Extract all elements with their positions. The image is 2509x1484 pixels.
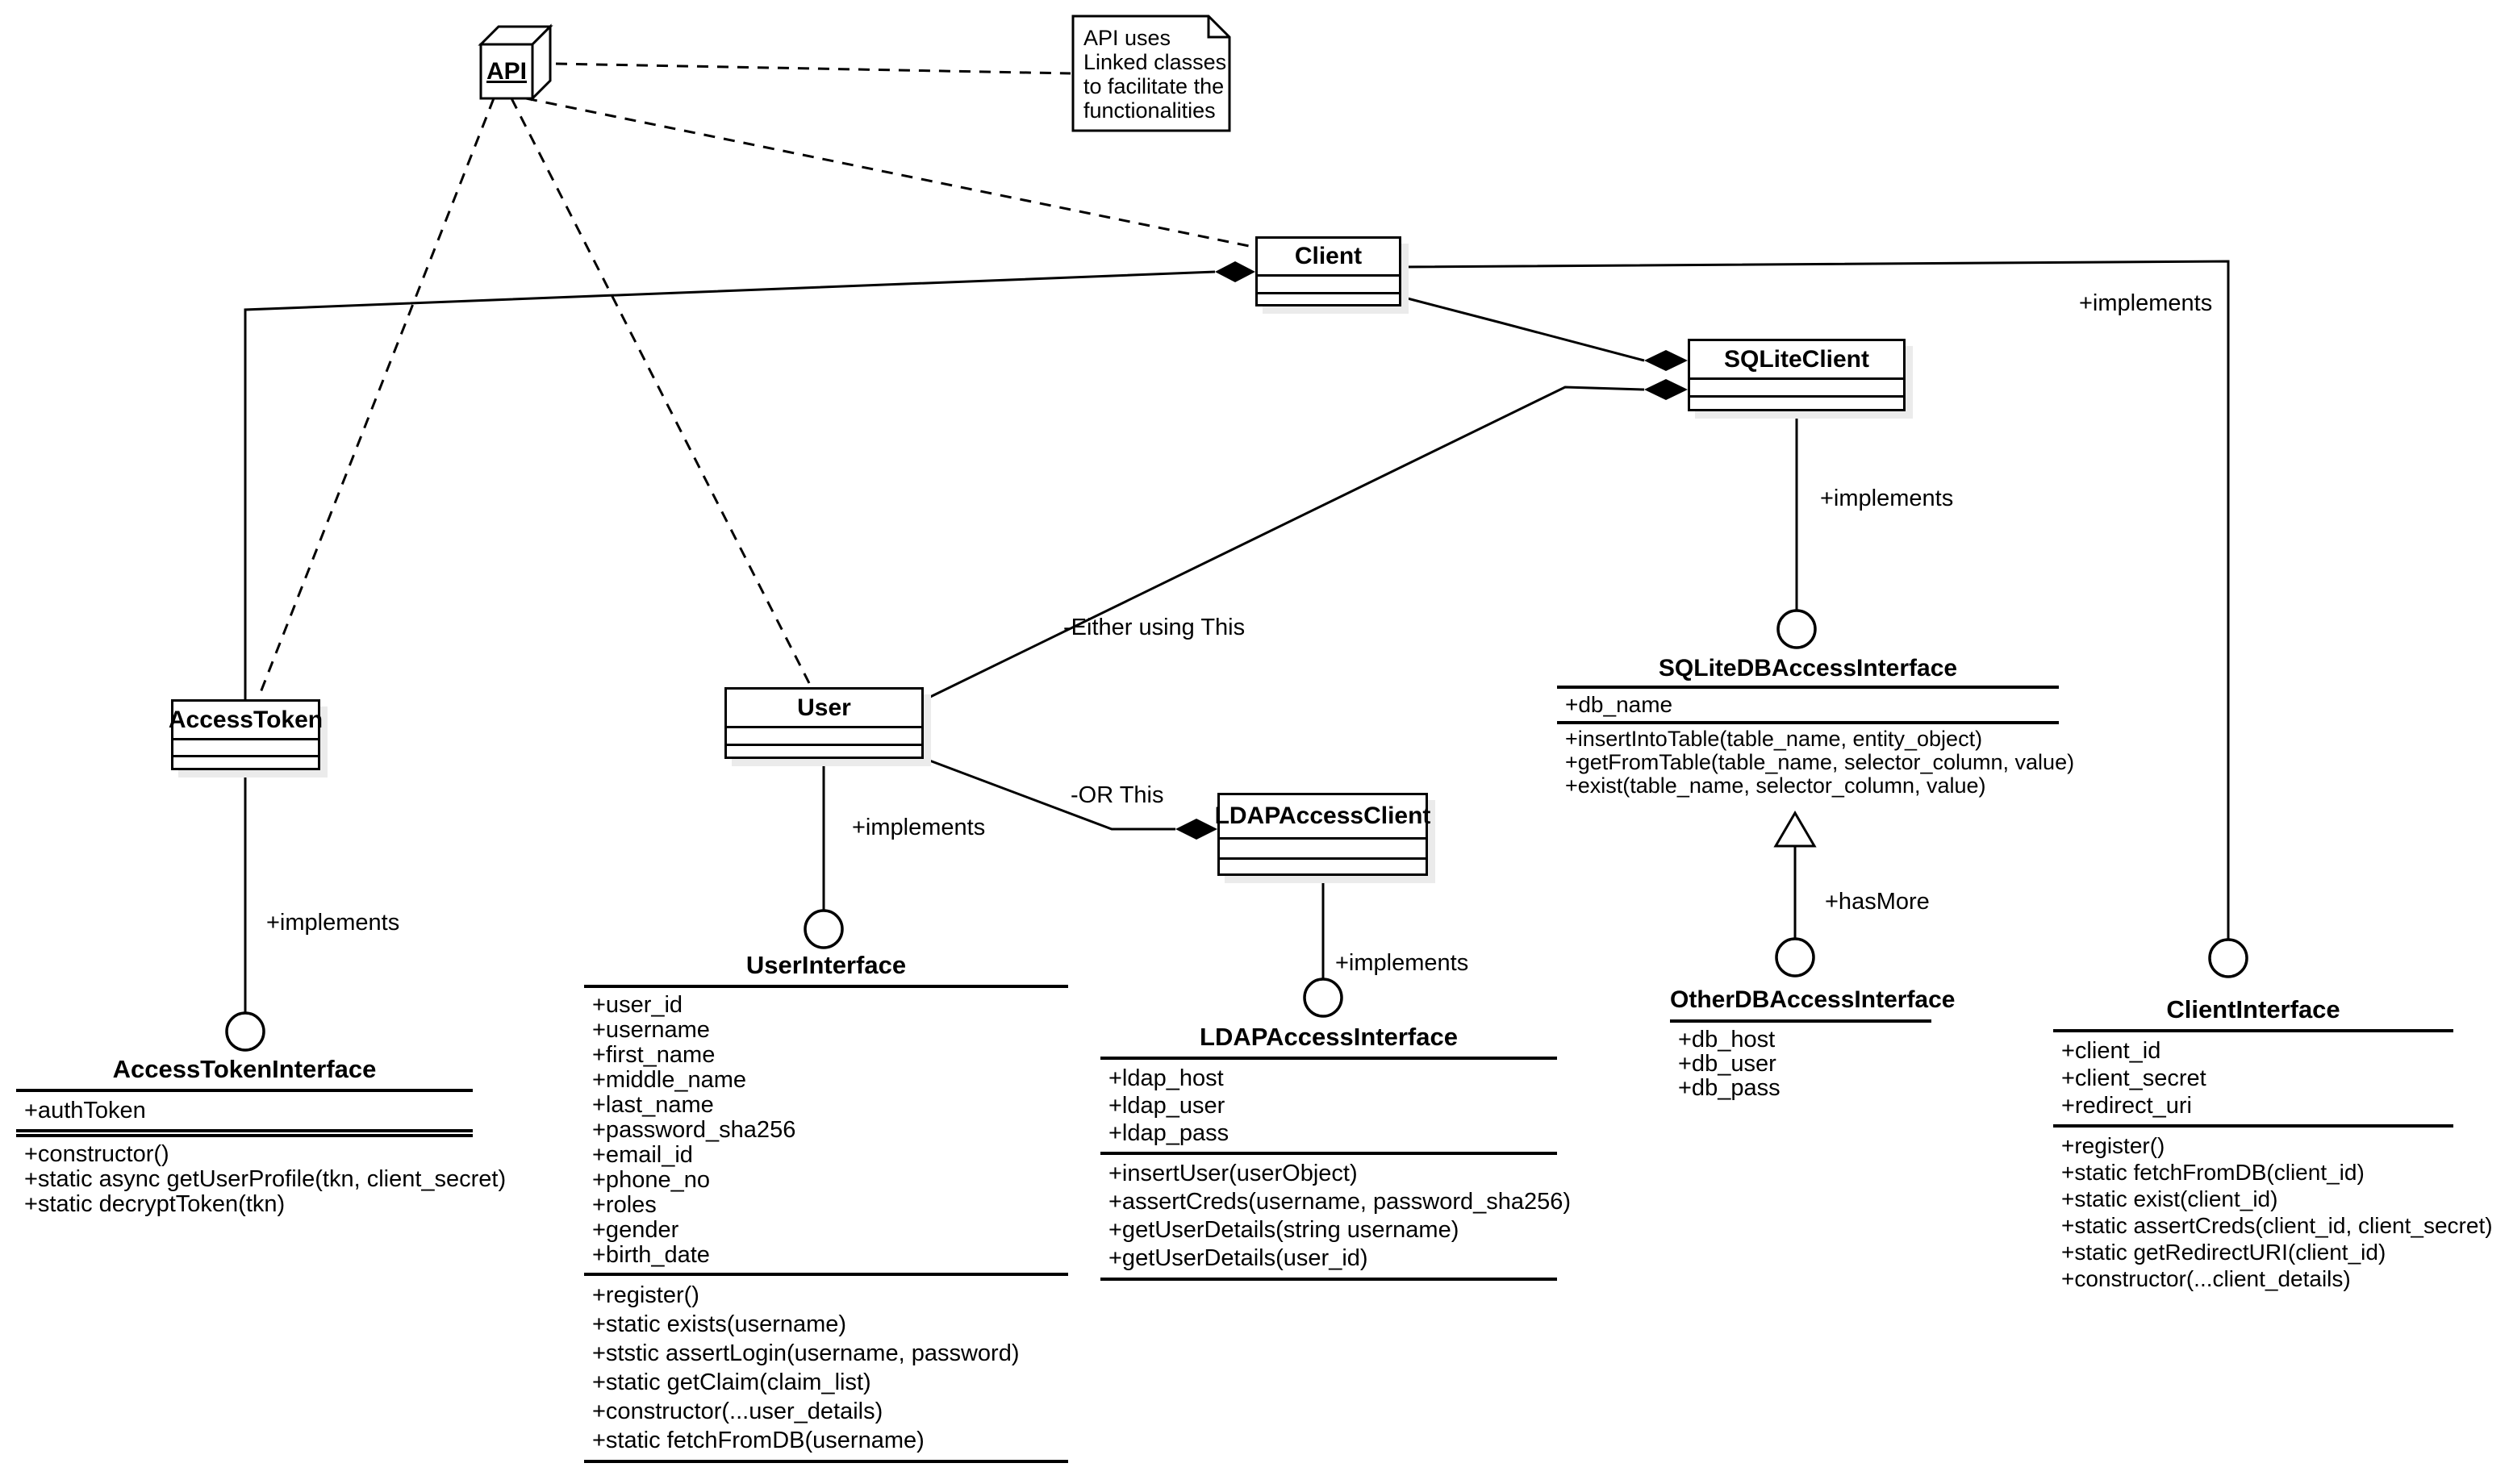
divider	[1100, 1152, 1557, 1155]
interface-userinterface	[584, 951, 1068, 1468]
divider	[1100, 1278, 1557, 1281]
attribute: +phone_no	[592, 1167, 710, 1193]
attribute: +password_sha256	[592, 1117, 796, 1143]
lollipop-otherdbaccessinterface	[1776, 939, 1814, 976]
class-title: User	[727, 690, 921, 728]
interface-title: ClientInterface	[2166, 995, 2340, 1023]
method: +exist(table_name, selector_column, value)	[1565, 773, 1986, 798]
lollipop-accesstokeninterface	[227, 1013, 264, 1050]
divider	[584, 985, 1068, 988]
edge-label-implements: +implements	[1820, 486, 1954, 511]
method: +constructor()	[24, 1141, 169, 1167]
generalization-triangle	[1776, 813, 1814, 846]
method: +static assertCreds(client_id, client_secret)	[2061, 1213, 2493, 1238]
method: +constructor(...user_details)	[592, 1399, 883, 1424]
class-attributes-empty	[1690, 380, 1903, 398]
method: +insertUser(userObject)	[1108, 1161, 1358, 1186]
attribute: +user_id	[592, 992, 683, 1018]
dependency-api-user	[511, 98, 809, 683]
attribute: +birth_date	[592, 1242, 710, 1268]
note-line: functionalities	[1083, 98, 1216, 123]
interface-title: SQLiteDBAccessInterface	[1658, 655, 1958, 682]
attribute: +redirect_uri	[2061, 1093, 2192, 1119]
attribute: +last_name	[592, 1092, 714, 1118]
method: +static fetchFromDB(client_id)	[2061, 1160, 2365, 1185]
class-ldapaccessclient	[1214, 793, 1431, 876]
method: +static fetchFromDB(username)	[592, 1428, 925, 1453]
method: +constructor(...client_details)	[2061, 1266, 2351, 1291]
attribute: +username	[592, 1017, 710, 1043]
attribute: +authToken	[24, 1098, 146, 1123]
attribute: +db_host	[1678, 1027, 1776, 1053]
composition-diamond-sqliteclient-lower	[1644, 379, 1688, 400]
method: +static getRedirectURI(client_id)	[2061, 1240, 2386, 1265]
attribute: +gender	[592, 1217, 679, 1243]
note-text	[1083, 26, 1226, 123]
class-client	[1255, 236, 1401, 306]
method: +assertCreds(username, password_sha256)	[1108, 1189, 1572, 1215]
association-client-sqliteclient	[1401, 297, 1644, 361]
lollipop-ldapaccessinterface	[1305, 979, 1342, 1016]
divider	[1100, 1057, 1557, 1060]
divider	[584, 1273, 1068, 1276]
divider	[1670, 1019, 1931, 1023]
method: +getFromTable(table_name, selector_column, value)	[1565, 750, 2075, 774]
edge-label-implements: +implements	[1335, 950, 1469, 976]
method: +static async getUserProfile(tkn, client_secret)	[24, 1166, 507, 1192]
attribute: +email_id	[592, 1142, 693, 1168]
method: +ststic assertLogin(username, password)	[592, 1340, 1020, 1366]
edge-label-or-this: -OR This	[1071, 782, 1164, 808]
attribute: +first_name	[592, 1042, 716, 1068]
class-attributes-empty	[173, 740, 318, 757]
divider	[2053, 1029, 2453, 1032]
attribute: +db_pass	[1678, 1075, 1781, 1101]
divider	[1557, 686, 2059, 689]
composition-diamond-ldapclient	[1175, 819, 1217, 840]
edge-label-implements: +implements	[852, 815, 986, 840]
method: +static decryptToken(tkn)	[24, 1191, 286, 1217]
edge-label-hasmore: +hasMore	[1825, 889, 1930, 915]
method: +register()	[592, 1282, 699, 1308]
attribute: +client_id	[2061, 1038, 2161, 1064]
divider	[16, 1089, 473, 1092]
lollipop-sqlitedbaccessinterface	[1778, 611, 1815, 648]
attribute: +ldap_host	[1108, 1065, 1224, 1091]
association-user-sqliteclient	[924, 387, 1644, 700]
attribute: +middle_name	[592, 1067, 747, 1093]
class-title: LDAPAccessClient	[1220, 795, 1426, 840]
lollipop-userinterface	[805, 911, 842, 948]
interface-otherdbaccessinterface	[1670, 986, 1956, 1101]
api-component-label: API	[486, 58, 527, 85]
divider	[2053, 1124, 2453, 1128]
class-methods-empty	[1690, 398, 1903, 409]
interface-ldapaccessinterface	[1100, 1023, 1572, 1286]
class-methods-empty	[727, 746, 921, 757]
class-attributes-empty	[727, 728, 921, 746]
note-line: Linked classes	[1083, 50, 1227, 74]
class-methods-empty	[173, 757, 318, 768]
attribute: +ldap_pass	[1108, 1120, 1229, 1146]
dependency-api-note	[556, 64, 1071, 73]
edge-label-either-using-this: -Either using This	[1063, 615, 1246, 640]
class-methods-empty	[1220, 860, 1426, 873]
interface-sqlitedbaccessinterface	[1557, 655, 2075, 798]
edge-label-implements: +implements	[2079, 290, 2213, 316]
method: +insertIntoTable(table_name, entity_object)	[1565, 727, 1983, 751]
attribute: +db_user	[1678, 1051, 1776, 1077]
method: +getUserDetails(string username)	[1108, 1217, 1459, 1243]
method: +static exist(client_id)	[2061, 1186, 2278, 1211]
divider	[16, 1129, 473, 1132]
method: +register()	[2061, 1133, 2165, 1158]
divider	[16, 1134, 473, 1137]
attribute: +db_name	[1565, 692, 1673, 717]
interface-title: OtherDBAccessInterface	[1670, 986, 1956, 1013]
attribute: +ldap_user	[1108, 1093, 1225, 1119]
edge-label-implements: +implements	[266, 910, 400, 936]
method: +static exists(username)	[592, 1311, 847, 1337]
class-user	[724, 687, 924, 759]
interface-clientinterface	[2053, 995, 2493, 1292]
class-title: Client	[1258, 239, 1399, 277]
interface-title: LDAPAccessInterface	[1200, 1023, 1458, 1051]
method: +static getClaim(claim_list)	[592, 1369, 871, 1395]
class-title: SQLiteClient	[1690, 341, 1903, 380]
attribute: +client_secret	[2061, 1065, 2206, 1091]
divider	[1557, 721, 2059, 724]
lollipop-clientinterface	[2210, 940, 2247, 977]
note-line: to facilitate the	[1083, 74, 1225, 98]
method: +getUserDetails(user_id)	[1108, 1245, 1368, 1271]
composition-diamond-client	[1215, 261, 1255, 282]
interface-accesstokeninterface	[16, 1055, 507, 1217]
class-methods-empty	[1258, 294, 1399, 304]
class-attributes-empty	[1258, 277, 1399, 294]
dependency-api-accesstoken	[260, 98, 494, 694]
note-line: API uses	[1083, 26, 1171, 50]
class-sqliteclient	[1688, 339, 1906, 411]
interface-title: UserInterface	[745, 951, 907, 979]
class-title: AccessToken	[173, 702, 318, 740]
composition-diamond-sqliteclient-upper	[1644, 350, 1688, 371]
attribute: +roles	[592, 1192, 657, 1218]
divider	[584, 1460, 1068, 1463]
interface-title: AccessTokenInterface	[112, 1055, 377, 1083]
class-accesstoken	[168, 699, 324, 770]
class-attributes-empty	[1220, 840, 1426, 860]
